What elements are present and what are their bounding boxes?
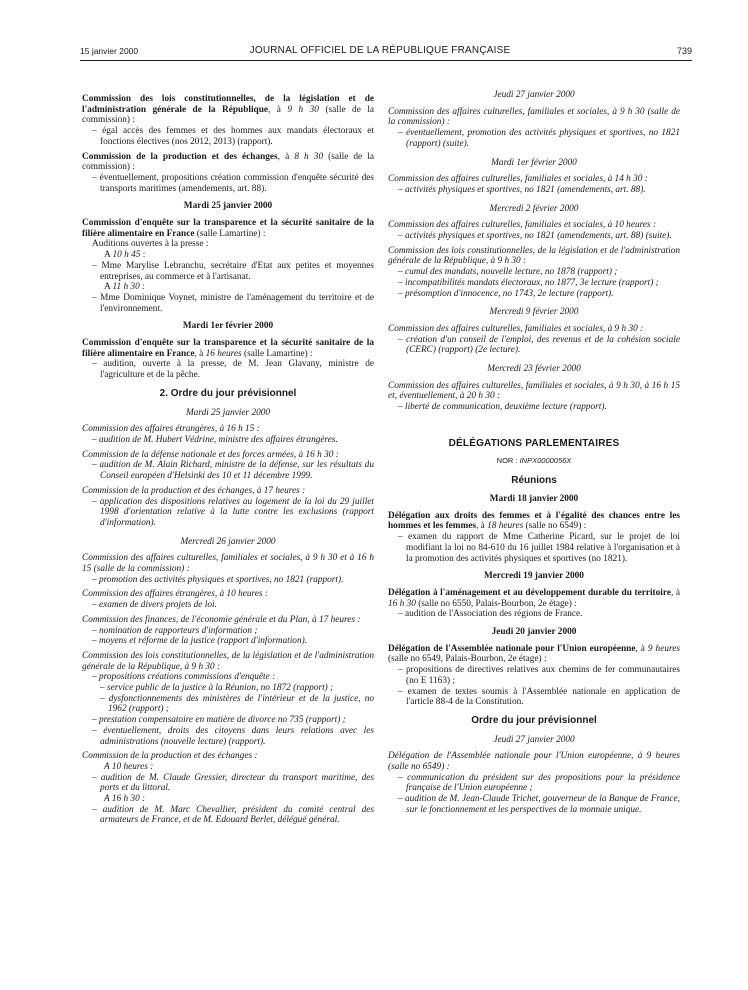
entry-affaires-culturelles	[82, 553, 374, 585]
hour-line	[82, 282, 374, 293]
hour-line: A 10 heures :	[104, 761, 154, 772]
entry-head: Délégation de l'Assemblée nationale pour l'Union européenne, à 9 heures (salle no 6549) :	[388, 751, 680, 773]
list-item: – éventuellement, propositions création commission d'enquête sécurité des transports maritimes (amendements, art. 88).	[82, 173, 374, 194]
hour-value: 10 h 45	[112, 250, 141, 261]
hour-suffix: :	[139, 282, 145, 293]
entry-affaires-culturelles-23	[388, 381, 680, 413]
date-heading: Mardi 25 janvier 2000	[183, 201, 273, 212]
list-item: – égal accès des femmes et des hommes aux mandats électoraux et fonctions électives (nos 2012, 2013) (rapport).	[82, 126, 374, 147]
list-item: – moyens et réforme de la justice (rapport d'information).	[82, 636, 374, 647]
header-rule	[80, 60, 692, 61]
entry-title: Commission des lois constitutionnelles, de la législation et de l'administration générale de la République	[82, 94, 374, 115]
list-item: – propositions de directives relatives aux chemins de fer communautaires (no E 1163) ;	[388, 665, 680, 686]
entry-head: Commission des affaires culturelles, familiales et sociales, à 10 heures :	[388, 220, 657, 231]
entry-delegation-ue-27	[388, 751, 680, 815]
list-item: – examen du rapport de Mme Catherine Picard, sur le projet de loi modifiant la loi no 84-610 du 16 juillet 1984 relative à l'organisation et à la promotion des activités physiques et sportives (no 1821).	[388, 532, 680, 564]
entry-sep: , à	[194, 348, 206, 359]
entry-production-echanges	[82, 152, 374, 195]
entry-affaires-etrangeres	[82, 424, 374, 445]
list-item: – communication du président sur des propositions pour la présidence française de l'Union européenne ;	[388, 773, 680, 794]
date-heading: Mercredi 19 janvier 2000	[484, 571, 584, 582]
header-date: 15 janvier 2000	[80, 46, 139, 56]
entry-location: (salle no 6550, Palais-Bourbon, 2e étage) :	[415, 598, 577, 609]
date-heading: Mercredi 2 février 2000	[489, 203, 579, 214]
list-item: – audition de M. Claude Gressier, directeur du transport maritime, des ports et du littoral.	[82, 773, 374, 794]
entry-location: (salle Lamartine) :	[194, 228, 266, 239]
entry-sep: , à	[476, 521, 488, 532]
list-item: – incompatibilités mandats électoraux, no 1877, 3e lecture (rapport) ;	[388, 278, 680, 289]
date-heading: Mardi 18 janvier 2000	[489, 493, 579, 504]
entry-title: Délégation de l'Assemblée nationale pour l'Union européenne	[388, 643, 636, 654]
list-item: – activités physiques et sportives, no 1821 (amendements, art. 88) (suite).	[388, 231, 680, 242]
date-heading: Mercredi 9 février 2000	[489, 307, 579, 318]
date-heading: Jeudi 20 janvier 2000	[491, 627, 577, 638]
list-item: – nomination de rapporteurs d'information ;	[82, 626, 374, 637]
hour-prefix: A	[104, 250, 113, 261]
date-heading: Jeudi 27 janvier 2000	[493, 734, 575, 745]
entry-affaires-culturelles-27	[388, 107, 680, 150]
hour-line	[82, 250, 374, 261]
list-item: – prestation compensatoire en matière de divorce no 735 (rapport) ;	[82, 715, 374, 726]
entry-head: Commission des lois constitutionnelles, de la législation et de l'administration générale de la République, à 9 h 30 :	[82, 650, 374, 672]
right-column	[388, 90, 680, 820]
entry-head: Commission des finances, de l'économie générale et du Plan, à 17 heures :	[82, 614, 361, 625]
entry-location: (salle no 6549, Palais-Bourbon, 2e étage) :	[388, 654, 547, 665]
list-item: – activités physiques et sportives, no 1821 (amendements, art. 88).	[388, 185, 680, 196]
entry-affaires-culturelles-2	[388, 220, 680, 241]
entry-affaires-culturelles-1	[388, 174, 680, 195]
entry-finances	[82, 615, 374, 647]
list-item: – audition de M. Hubert Védrine, ministre des affaires étrangères.	[82, 435, 374, 446]
list-item: – audition de M. Jean-Claude Trichet, gouverneur de la Banque de France, sur le fonctionnement et les perspectives de la monnaie unique.	[388, 794, 680, 815]
list-item: – liberté de communication, deuxième lecture (rapport).	[388, 402, 680, 413]
list-item: – éventuellement, droits des citoyens dans leurs relations avec les administrations (nouvelle lecture) (rapport).	[82, 726, 374, 747]
hour-value: 11 h 30	[112, 282, 140, 293]
entry-lois	[82, 651, 374, 747]
entry-commission-enquete	[82, 218, 374, 314]
entry-head: Commission de la défense nationale et des forces armées, à 16 h 30 :	[82, 449, 339, 460]
entry-sep: , à	[635, 643, 648, 654]
entry-location: (salle de la commission) :	[82, 104, 375, 126]
sub-item: – service public de la justice à la Réunion, no 1872 (rapport) ;	[82, 683, 374, 694]
date-heading: Mercredi 23 février 2000	[487, 364, 581, 375]
section-heading: 2. Ordre du jour prévisionnel	[159, 387, 297, 399]
entry-head: Commission des affaires culturelles, familiales et sociales, à 14 h 30 :	[388, 174, 648, 185]
list-item: – Mme Dominique Voynet, ministre de l'aménagement du territoire et de l'environnement.	[82, 293, 374, 314]
entry-delegation-femmes	[388, 511, 680, 565]
list-item: – propositions créations commissions d'enquête :	[82, 672, 374, 683]
entry-time: 18 heures	[487, 521, 524, 532]
entry-sep: , à	[268, 104, 288, 115]
entry-head: Commission des affaires culturelles, familiales et sociales, à 9 h 30, à 16 h 15 et, éventuellement, à 20 h 30 :	[388, 380, 680, 402]
list-item: – application des dispositions relatives au logement de la loi du 29 juillet 1998 d'orientation relative à la lutte contre les exclusions (rapport d'information).	[82, 497, 374, 529]
nor-label: NOR :	[496, 455, 520, 465]
list-item: – examen de textes soumis à l'Assemblée nationale en application de l'article 88-4 de la Constitution.	[388, 687, 680, 708]
entry-head: Commission des affaires culturelles, familiales et sociales, à 9 h 30 et à 16 h 15 (salle de la commission) :	[82, 553, 374, 575]
entry-location: (salle de la commission) :	[82, 151, 374, 173]
list-item: – audition de M. Alain Richard, ministre de la défense, sur les résultats du Conseil européen d'Helsinki des 10 et 11 décembre 1999.	[82, 460, 374, 481]
entry-head: Commission de la production et des échanges :	[82, 751, 258, 762]
entry-production-2	[82, 751, 374, 826]
entry-affaires-etrangeres-2	[82, 589, 374, 610]
entry-title: Commission de la production et des échanges	[82, 151, 278, 162]
entry-head: Commission des affaires culturelles, familiales et sociales, à 9 h 30 (salle de la commission) :	[388, 106, 680, 128]
hour-line: A 16 h 30 :	[104, 794, 146, 805]
list-item: – audition de l'Association des régions de France.	[388, 609, 680, 620]
list-item: – présomption d'innocence, no 1743, 2e lecture (rapport).	[388, 289, 680, 300]
entry-time: 16 h 30	[388, 598, 416, 609]
date-heading: Mardi 25 janvier 2000	[185, 407, 271, 418]
entry-location: (salle Lamartine) :	[241, 348, 313, 359]
list-item: – examen de divers projets de loi.	[82, 600, 374, 611]
list-item: – cumul des mandats, nouvelle lecture, no 1878 (rapport) ;	[388, 267, 680, 278]
entry-affaires-culturelles-9	[388, 324, 680, 356]
entry-lois-constitutionnelles	[82, 94, 374, 148]
entry-delegation-amenagement	[388, 588, 680, 620]
entry-intro: Auditions ouvertes à la presse :	[92, 239, 209, 250]
header-title: JOURNAL OFFICIEL DE LA RÉPUBLIQUE FRANÇAISE	[249, 45, 511, 56]
entry-location: (salle no 6549) :	[523, 521, 587, 532]
entry-delegation-ue	[388, 644, 680, 708]
entry-sep: , à	[670, 587, 681, 598]
entry-head: Commission des affaires étrangères, à 10 heures :	[82, 589, 268, 600]
date-heading: Mardi 1er février 2000	[491, 157, 577, 168]
entry-time: 8 h 30	[294, 151, 324, 162]
list-item: – création d'un conseil de l'emploi, des revenus et de la cohésion sociale (CERC) (rapport) (2e lecture).	[388, 335, 680, 356]
entry-commission-enquete-2	[82, 338, 374, 381]
list-item: – audition, ouverte à la presse, de M. Jean Glavany, ministre de l'agriculture et de la pêche.	[82, 359, 374, 380]
entry-lois-2	[388, 246, 680, 300]
entry-head: Commission des affaires culturelles, familiales et sociales, à 9 h 30 :	[388, 323, 644, 334]
entry-time: 9 heures	[647, 643, 680, 654]
nor-value: INPX0000056X	[519, 455, 572, 465]
entry-defense	[82, 450, 374, 482]
entry-production	[82, 486, 374, 529]
section-heading: Ordre du jour prévisionnel	[471, 714, 597, 726]
entry-head: Commission des lois constitutionnelles, de la législation et de l'administration générale de la République, à 9 h 30 :	[388, 245, 680, 267]
entry-time: 9 h 30	[287, 104, 319, 115]
section-heading: DÉLÉGATIONS PARLEMENTAIRES	[448, 437, 620, 449]
hour-suffix: :	[140, 250, 146, 261]
sub-item: – dysfonctionnements des ministères de l'intérieur et de la justice, no 1962 (rapport) ;	[82, 694, 374, 715]
entry-head: Commission des affaires étrangères, à 16 h 15 :	[82, 424, 260, 435]
entry-sep: , à	[277, 151, 295, 162]
list-item: – audition de M. Marc Chevallier, président du comité central des armateurs de France, et de M. Edouard Berlet, délégué général.	[82, 805, 374, 826]
left-column	[82, 94, 374, 830]
entry-time: 16 heures	[205, 348, 242, 359]
date-heading: Jeudi 27 janvier 2000	[493, 90, 575, 100]
entry-title: Délégation aux droits des femmes et à l'égalité des chances entre les hommes et les femmes	[388, 510, 680, 532]
entry-title: Commission d'enquête sur la transparence et la sécurité sanitaire de la filière alimentaire en France	[82, 338, 374, 359]
list-item: – promotion des activités physiques et sportives, no 1821 (rapport).	[82, 575, 374, 586]
date-heading: Mardi 1er février 2000	[182, 321, 274, 332]
list-item: – Mme Marylise Lebranchu, secrétaire d'Etat aux petites et moyennes entreprises, au commerce et à l'artisanat.	[82, 261, 374, 282]
section-heading: Réunions	[511, 475, 557, 487]
page-number: 739	[676, 46, 692, 56]
nor-reference	[388, 456, 680, 467]
entry-head: Commission de la production et des échanges, à 17 heures :	[82, 485, 306, 496]
date-heading: Mercredi 26 janvier 2000	[180, 536, 276, 547]
entry-title: Délégation à l'aménagement et au développement durable du territoire	[388, 587, 671, 598]
hour-prefix: A	[104, 282, 113, 293]
entry-title: Commission d'enquête sur la transparence et la sécurité sanitaire de la filière alimentaire en France	[82, 218, 374, 239]
running-head	[80, 44, 692, 58]
list-item: – éventuellement, promotion des activités physiques et sportives, no 1821 (rapport) (suite).	[388, 128, 680, 149]
